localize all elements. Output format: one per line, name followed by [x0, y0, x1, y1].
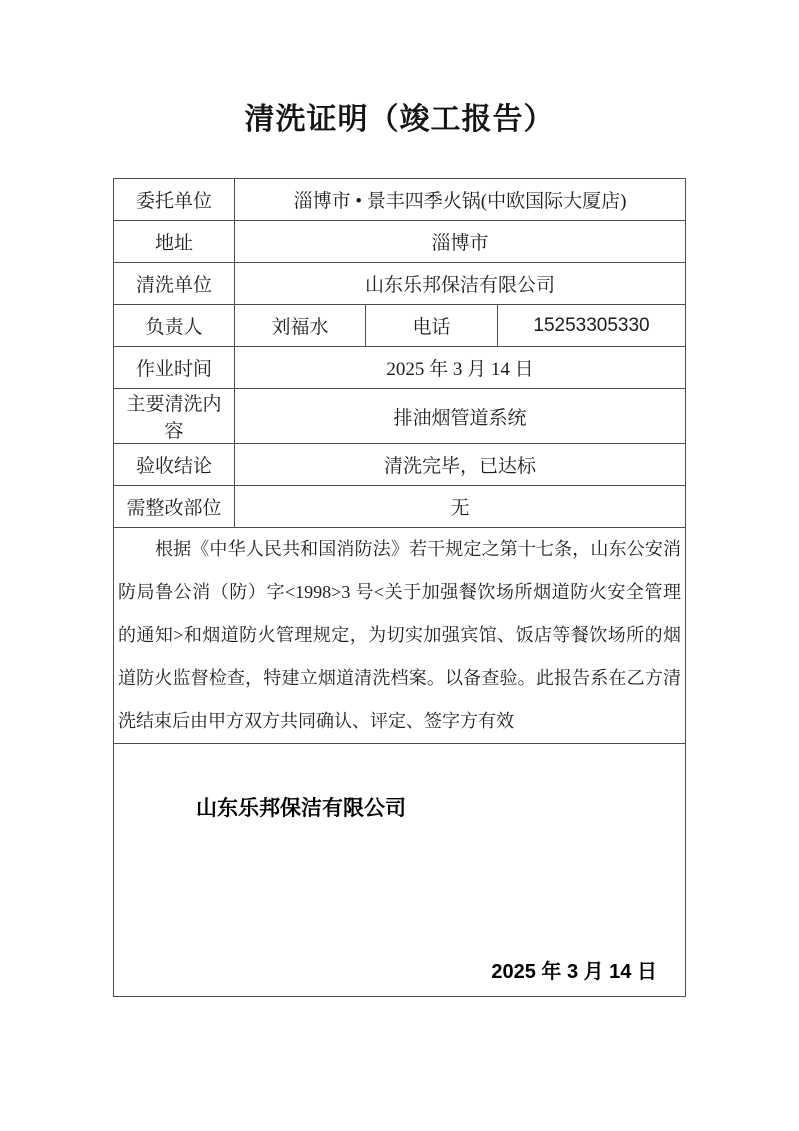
notes-line: 洗结束后由甲方双方共同确认、评定、签字方有效: [118, 711, 514, 731]
table-row: [114, 221, 686, 263]
field-label-address: 地址: [114, 221, 235, 263]
field-value-acceptance-conclusion: 清洗完毕，已达标: [235, 444, 686, 486]
field-label-main-content: 主要清洗内容: [114, 389, 235, 444]
field-label-acceptance-conclusion: 验收结论: [114, 444, 235, 486]
field-label-cleaning-unit: 清洗单位: [114, 263, 235, 305]
document-title: 清洗证明（竣工报告）: [244, 103, 555, 136]
regulation-notes-cell: [114, 528, 686, 744]
field-value-work-date: 2025 年 3 月 14 日: [235, 347, 686, 389]
report-table: [113, 178, 686, 997]
table-row: [114, 263, 686, 305]
table-row-notes: [114, 528, 686, 744]
field-value-cleaning-unit: 山东乐邦保洁有限公司: [235, 263, 686, 305]
signature-cell: [114, 744, 686, 997]
notes-line: 的通知>和烟道防火管理规定，为切实加强宾馆、饭店等餐饮场所的烟: [118, 625, 681, 645]
notes-line: 根据《中华人民共和国消防法》若干规定之第十七条，山东公安消: [155, 539, 681, 559]
field-value-address: 淄博市: [235, 221, 686, 263]
field-value-person-in-charge: 刘福水: [235, 305, 366, 347]
field-value-main-content: 排油烟管道系统: [235, 389, 686, 444]
table-row-signature: [114, 744, 686, 997]
field-value-rectification-parts: 无: [235, 486, 686, 528]
field-value-phone: 15253305330: [498, 305, 686, 347]
field-label-rectification-parts: 需整改部位: [114, 486, 235, 528]
field-label-person-in-charge: 负责人: [114, 305, 235, 347]
table-row: [114, 486, 686, 528]
table-row: [114, 389, 686, 444]
field-label-phone: 电话: [366, 305, 498, 347]
table-row: [114, 444, 686, 486]
field-label-entrusting-unit: 委托单位: [114, 179, 235, 221]
table-row: [114, 347, 686, 389]
signature-date: 2025 年 3 月 14 日: [491, 961, 657, 983]
field-value-entrusting-unit: 淄博市 • 景丰四季火锅(中欧国际大厦店): [235, 179, 686, 221]
table-row: [114, 305, 686, 347]
signature-company-name: 山东乐邦保洁有限公司: [196, 797, 406, 820]
field-label-work-date: 作业时间: [114, 347, 235, 389]
notes-line: 道防火监督检查，特建立烟道清洗档案。以备查验。此报告系在乙方清: [118, 668, 681, 688]
table-row: [114, 179, 686, 221]
notes-line: 防局鲁公消（防）字<1998>3 号<关于加强餐饮场所烟道防火安全管理: [118, 582, 681, 602]
